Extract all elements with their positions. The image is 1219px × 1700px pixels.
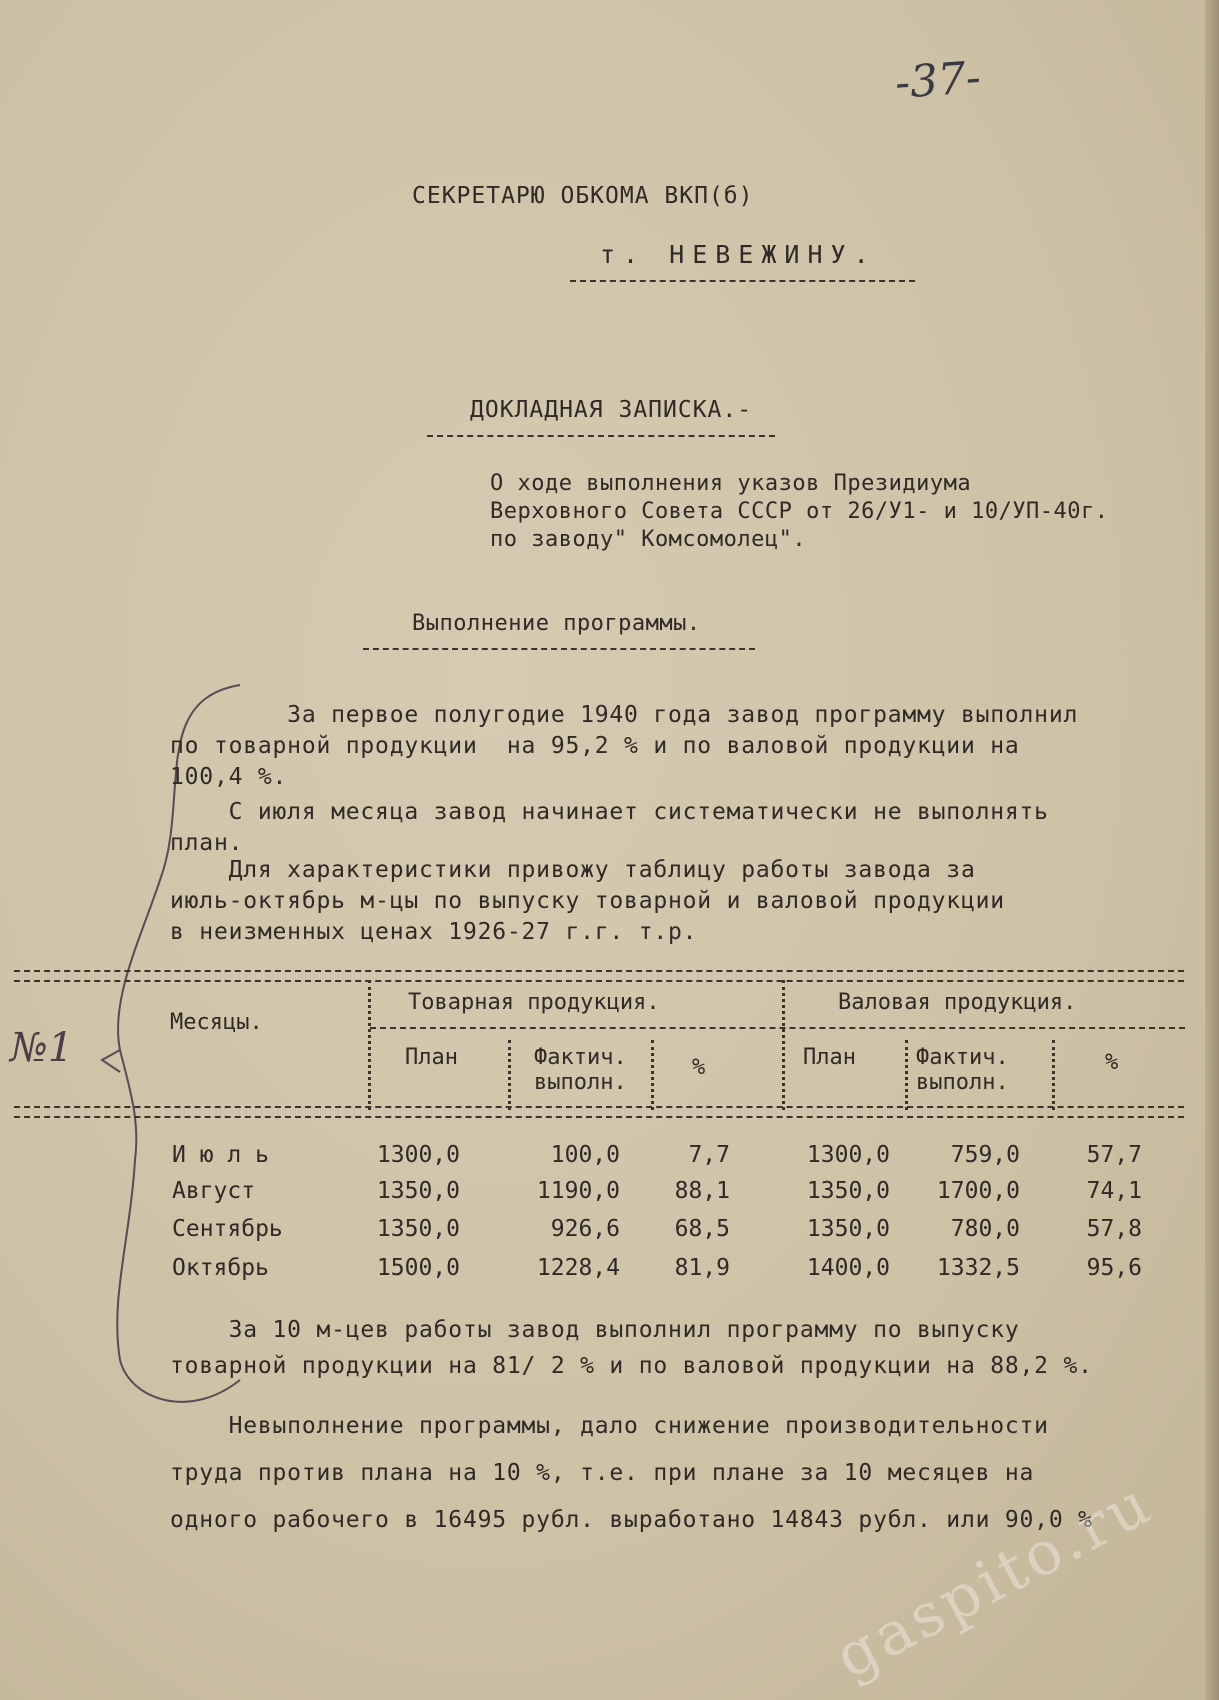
cell-month: Октябрь [172,1255,269,1281]
cell-month: Сентябрь [172,1216,283,1242]
table-row [0,1216,1219,1254]
header-actual-commodity: Фактич. [534,1045,627,1070]
cell-commodity-actual: 1190,0 [536,1178,620,1204]
header-actual-commodity-2: выполн. [534,1070,627,1095]
addressee-underline [570,280,915,282]
cell-gross-plan: 1400,0 [806,1255,890,1281]
table-divider-1 [368,980,371,1110]
cell-commodity-plan: 1500,0 [376,1255,460,1281]
table-row [0,1142,1219,1180]
header-months: Месяцы. [170,1010,263,1035]
cell-gross-actual: 1332,5 [936,1255,1020,1281]
cell-gross-actual: 780,0 [950,1216,1020,1242]
cell-gross-percent: 57,8 [1086,1216,1142,1242]
header-plan-gross: План [803,1045,856,1070]
table-top-rule [14,970,1184,982]
document-subject: О ходе выполнения указов Президиума Верховного Совета СССР от 26/У1- и 10/УП-40г. по заводу" Комсомолец". [490,471,1109,552]
paragraph-productivity: Невыполнение программы, дало снижение производительности труда против плана на 10 %, т.е. при плане за 10 месяцев на одного рабочего в 16495 рубл. выработано 14843 рубл. или 90,0 % [170,1413,1093,1533]
paragraph-first-half-year: За первое полугодие 1940 года завод программу выполнил по товарной продукции на 95,2 % и по валовой продукции на 100,4 %. [170,702,1079,790]
header-percent-gross: % [1105,1050,1119,1075]
cell-gross-plan: 1300,0 [806,1142,890,1168]
cell-commodity-actual: 100,0 [550,1142,620,1168]
cell-gross-percent: 95,6 [1086,1255,1142,1281]
cell-commodity-percent: 81,9 [674,1255,730,1281]
cell-commodity-plan: 1350,0 [376,1216,460,1242]
cell-gross-plan: 1350,0 [806,1216,890,1242]
header-percent-commodity: % [692,1055,706,1080]
header-plan-commodity: План [405,1045,458,1070]
cell-month: И ю л ь [172,1142,269,1168]
title-underline [427,435,775,437]
paragraph-table-intro: Для характеристики привожу таблицу работы завода за июль-октябрь м-цы по выпуску товарной и валовой продукции в неизменных ценах 1926-27 г.г. т.р. [170,857,1005,945]
header-gross: Валовая продукция. [838,990,1077,1015]
table-row [0,1255,1219,1293]
header-commodity: Товарная продукция. [408,990,660,1015]
addressee-line-2: т. НЕВЕЖИНУ. [600,240,877,269]
page-edge [1205,0,1219,1700]
table-divider-2 [782,980,785,1110]
cell-commodity-actual: 1228,4 [536,1255,620,1281]
table-header-rule [14,1106,1184,1118]
section-underline [363,648,755,650]
table-divider-4 [651,1040,654,1110]
header-actual-gross-2: выполн. [916,1070,1009,1095]
cell-commodity-plan: 1300,0 [376,1142,460,1168]
section-title: Выполнение программы. [412,611,701,636]
cell-commodity-plan: 1350,0 [376,1178,460,1204]
paragraph-july: С июля месяца завод начинает систематически не выполнять план. [170,799,1049,856]
table-divider-5 [905,1040,908,1110]
table-row [0,1178,1219,1216]
margin-note: №1 [10,1025,74,1071]
table-divider-3 [508,1040,511,1110]
cell-commodity-actual: 926,6 [550,1216,620,1242]
table-divider-6 [1052,1040,1055,1110]
cell-commodity-percent: 68,5 [674,1216,730,1242]
cell-gross-actual: 759,0 [950,1142,1020,1168]
cell-gross-percent: 74,1 [1086,1178,1142,1204]
paragraph-ten-months: За 10 м-цев работы завод выполнил программу по выпуску товарной продукции на 81/ 2 % и по валовой продукции на 88,2 %. [170,1317,1093,1379]
header-actual-gross: Фактич. [916,1045,1009,1070]
table-group-rule [370,1027,1185,1029]
cell-gross-percent: 57,7 [1086,1142,1142,1168]
cell-gross-actual: 1700,0 [936,1178,1020,1204]
watermark: gaspito.ru [823,1467,1165,1693]
cell-commodity-percent: 88,1 [674,1178,730,1204]
page-number: -37- [893,52,983,109]
cell-month: Август [172,1178,256,1204]
addressee-line-1: СЕКРЕТАРЮ ОБКОМА ВКП(б) [412,183,754,209]
cell-commodity-percent: 7,7 [688,1142,730,1168]
document-title: ДОКЛАДНАЯ ЗАПИСКА.- [470,397,753,423]
cell-gross-plan: 1350,0 [806,1178,890,1204]
